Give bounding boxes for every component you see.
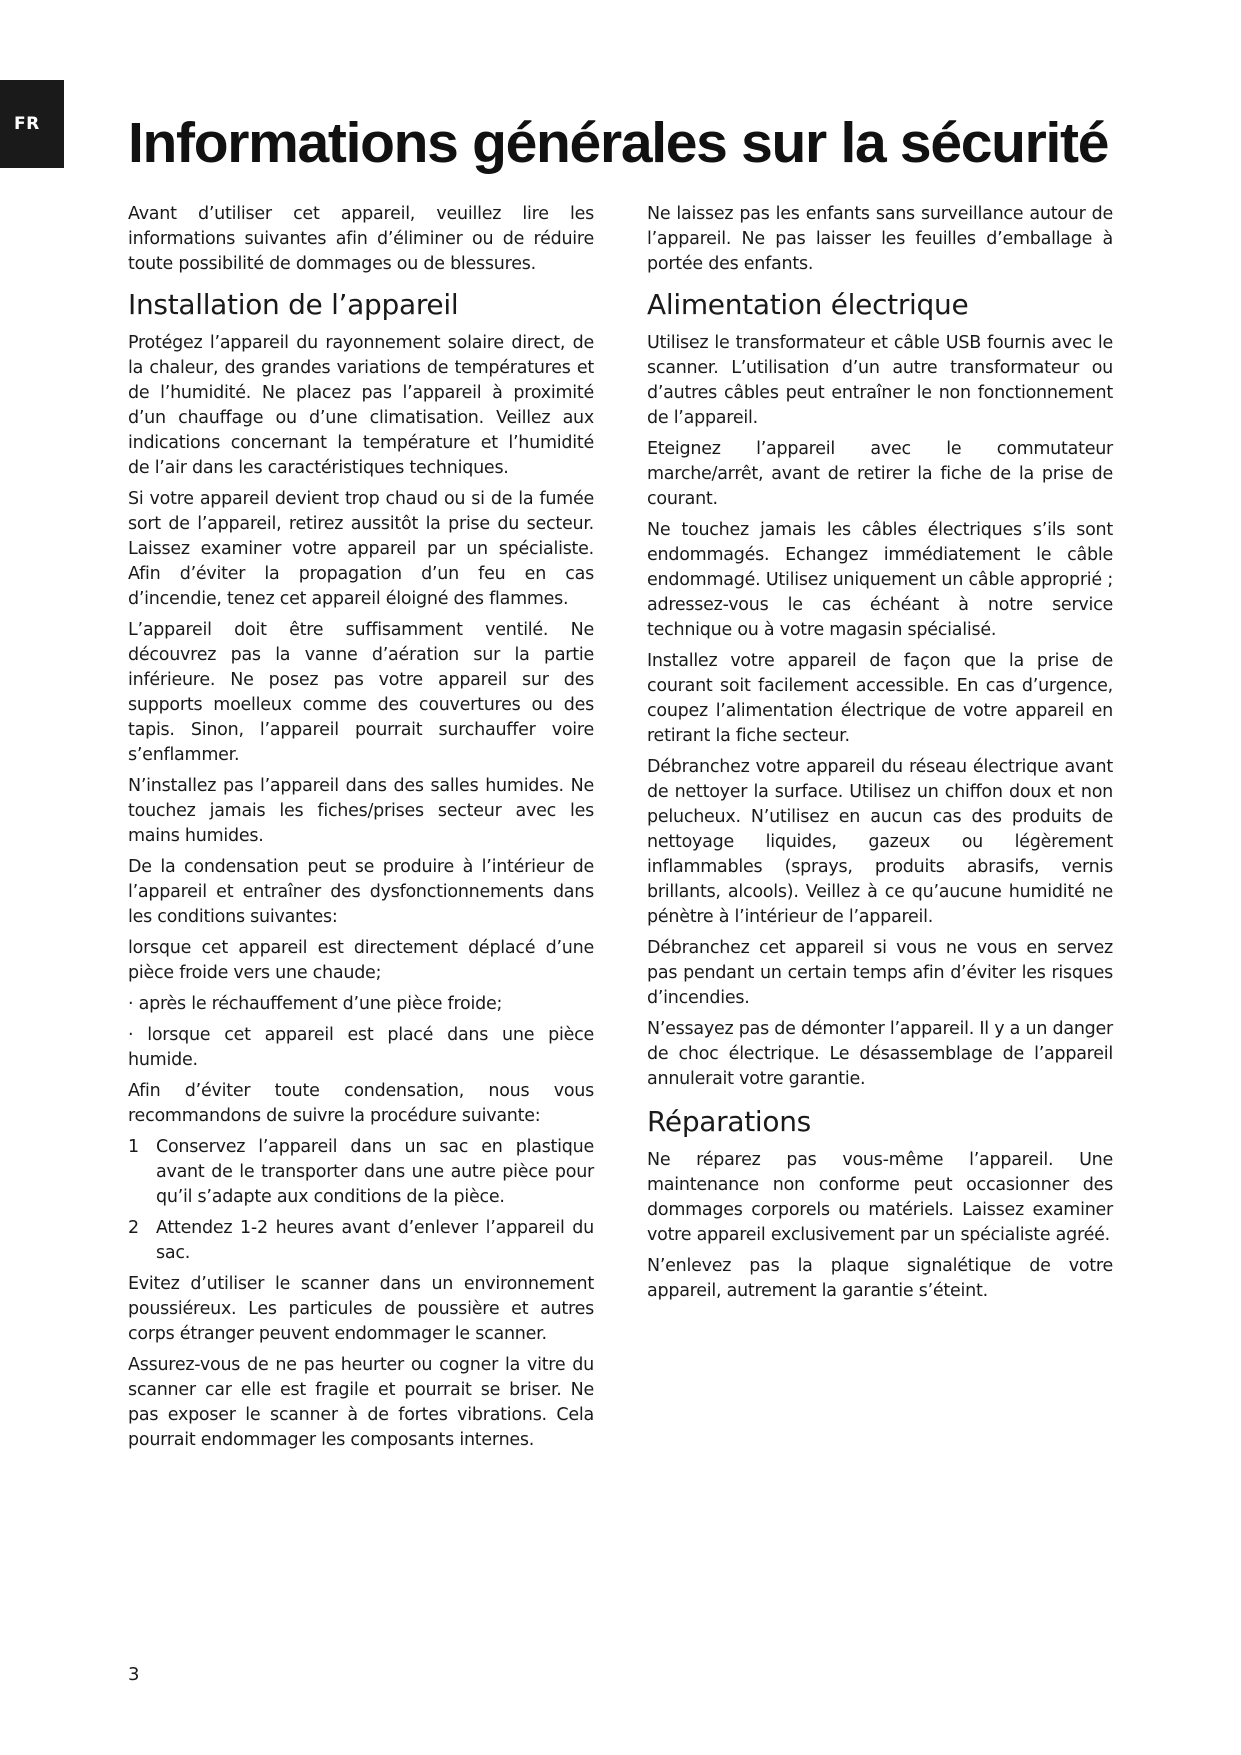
heading-alimentation: Alimentation électrique bbox=[647, 288, 969, 321]
page-title: Informations générales sur la sécurité bbox=[128, 111, 1109, 175]
right-column bbox=[647, 202, 1113, 1310]
paragraph: Protégez l’appareil du rayonnement solaire direct, de la chaleur, des grandes variations de températures et de l’humidité. Ne placez pas l’appareil à proximité d’un chauffage ou d’une climatisation. Veillez aux indications concernant la température et l’humidité de l’air dans les caractéristiques techniques. bbox=[128, 333, 594, 478]
step-item bbox=[128, 1135, 594, 1210]
paragraph: Assurez-vous de ne pas heurter ou cogner la vitre du scanner car elle est fragile et pourrait se briser. Ne pas exposer le scanner à de fortes vibrations. Cela pourrait endommager les composants internes. bbox=[128, 1355, 594, 1450]
page-number: 3 bbox=[128, 1664, 140, 1685]
paragraph: Evitez d’utiliser le scanner dans un environnement poussiéreux. Les particules de poussière et autres corps étranger peuvent endommager le scanner. bbox=[128, 1274, 594, 1344]
paragraph: De la condensation peut se produire à l’intérieur de l’appareil et entraîner des dysfonctionnements dans les conditions suivantes: bbox=[128, 857, 594, 927]
bullet-item: · après le réchauffement d’une pièce froide; bbox=[128, 994, 503, 1014]
step-number: 2 bbox=[128, 1218, 140, 1238]
paragraph: N’essayez pas de démonter l’appareil. Il y a un danger de choc électrique. Le désassemblage de l’appareil annulerait votre garantie. bbox=[647, 1019, 1113, 1089]
paragraph: Débranchez votre appareil du réseau électrique avant de nettoyer la surface. Utilisez un chiffon doux et non pelucheux. N’utilisez en aucun cas des produits de nettoyage liquides, gazeux ou légèrement inflammables (sprays, produits abrasifs, vernis brillants, alcools). Veillez à ce qu’aucune humidité ne pénètre à l’intérieur de l’appareil. bbox=[647, 757, 1113, 927]
heading-reparations: Réparations bbox=[647, 1105, 811, 1138]
left-column bbox=[128, 202, 594, 1459]
step-text: Conservez l’appareil dans un sac en plastique avant de le transporter dans une autre pièce pour qu’il s’adapte aux conditions de la pièce. bbox=[156, 1137, 594, 1207]
paragraph: Utilisez le transformateur et câble USB fournis avec le scanner. L’utilisation d’un autre transformateur ou d’autres câbles peut entraîner le non fonctionnement de l’appareil. bbox=[647, 333, 1113, 428]
step-number: 1 bbox=[128, 1137, 140, 1157]
paragraph: lorsque cet appareil est directement déplacé d’une pièce froide vers une chaude; bbox=[128, 938, 594, 983]
steps-list bbox=[128, 1135, 594, 1266]
paragraph: Ne touchez jamais les câbles électriques s’ils sont endommagés. Echangez immédiatement le câble endommagé. Utilisez uniquement un câble approprié ; adressez-vous le cas échéant à notre service technique ou à votre magasin spécialisé. bbox=[647, 520, 1113, 640]
step-item bbox=[128, 1216, 594, 1266]
paragraph: Si votre appareil devient trop chaud ou si de la fumée sort de l’appareil, retirez aussitôt la prise du secteur. Laissez examiner votre appareil par un spécialiste. Afin d’éviter la propagation d’un feu en cas d’incendie, tenez cet appareil éloigné des flammes. bbox=[128, 489, 594, 609]
paragraph: Débranchez cet appareil si vous ne vous en servez pas pendant un certain temps afin d’éviter les risques d’incendies. bbox=[647, 938, 1113, 1008]
intro-paragraph: Avant d’utiliser cet appareil, veuillez lire les informations suivantes afin d’éliminer ou de réduire toute possibilité de dommages ou de blessures. bbox=[128, 204, 594, 274]
intro-paragraph: Ne laissez pas les enfants sans surveillance autour de l’appareil. Ne pas laisser les feuilles d’emballage à portée des enfants. bbox=[647, 204, 1113, 274]
paragraph: N’installez pas l’appareil dans des salles humides. Ne touchez jamais les fiches/prises secteur avec les mains humides. bbox=[128, 776, 594, 846]
heading-installation: Installation de l’appareil bbox=[128, 288, 459, 321]
step-text: Attendez 1-2 heures avant d’enlever l’appareil du sac. bbox=[156, 1218, 594, 1263]
language-tab: FR bbox=[0, 80, 64, 168]
paragraph: Eteignez l’appareil avec le commutateur marche/arrêt, avant de retirer la fiche de la prise de courant. bbox=[647, 439, 1113, 509]
paragraph: N’enlevez pas la plaque signalétique de votre appareil, autrement la garantie s’éteint. bbox=[647, 1256, 1113, 1301]
paragraph: Installez votre appareil de façon que la prise de courant soit facilement accessible. En cas d’urgence, coupez l’alimentation électrique de votre appareil en retirant la fiche secteur. bbox=[647, 651, 1113, 746]
paragraph: L’appareil doit être suffisamment ventilé. Ne découvrez pas la vanne d’aération sur la partie inférieure. Ne posez pas votre appareil sur des supports moelleux comme des couvertures ou des tapis. Sinon, l’appareil pourrait surchauffer voire s’enflammer. bbox=[128, 620, 594, 765]
steps-intro: Afin d’éviter toute condensation, nous vous recommandons de suivre la procédure suivante: bbox=[128, 1081, 594, 1126]
bullet-item: · lorsque cet appareil est placé dans une pièce humide. bbox=[128, 1025, 594, 1070]
paragraph: Ne réparez pas vous-même l’appareil. Une maintenance non conforme peut occasionner des dommages corporels ou matériels. Laissez examiner votre appareil exclusivement par un spécialiste agréé. bbox=[647, 1150, 1113, 1245]
